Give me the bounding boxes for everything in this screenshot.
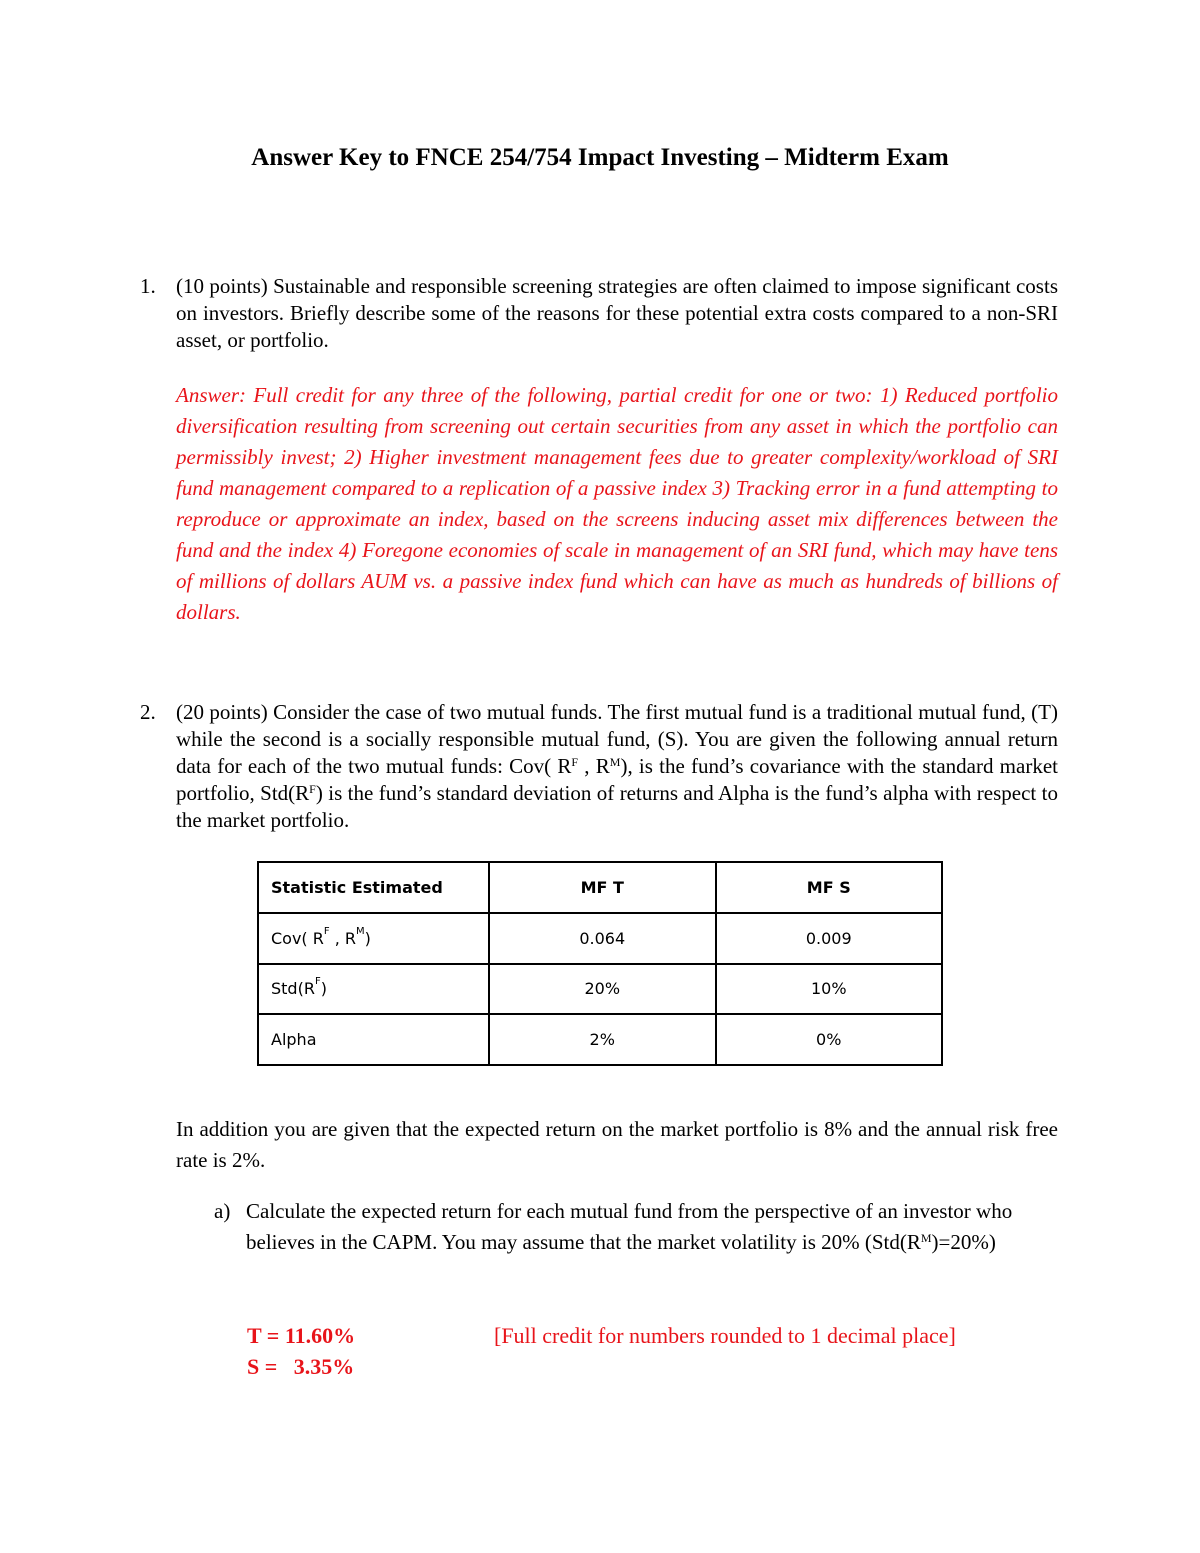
header-mf-s: MF S — [716, 862, 943, 913]
question-1-number: 1. — [140, 274, 156, 298]
result-s: S = 3.35% — [247, 1354, 355, 1379]
cov-sup-b: M — [356, 925, 365, 937]
q2-sup-f2: F — [309, 782, 316, 796]
part-a-label: a) — [214, 1199, 231, 1223]
table-header-row — [258, 862, 942, 913]
header-statistic: Statistic Estimated — [258, 862, 489, 913]
q2-text-part2: , R — [578, 754, 610, 778]
q2-text-part4: ) is the fund’s standard deviation of returns and Alpha is the fund’s alpha with respect to the market portfolio. — [176, 781, 1058, 832]
q2-text-part1: (20 points) Consider the case of two mutual funds. The first mutual fund is a traditional mutual fund, (T) while the second is a socially responsible mutual fund, (S). You are given the following annual return data for each of the two mutual funds: Cov( R — [176, 700, 1058, 778]
std-mf-s: 10% — [716, 964, 943, 1015]
header-mf-t: MF T — [489, 862, 716, 913]
question-2-text — [176, 699, 1058, 834]
cov-sup-a: F — [323, 925, 330, 937]
alpha-label: Alpha — [258, 1014, 489, 1065]
part-a-sup: M — [920, 1231, 932, 1245]
alpha-mf-t: 2% — [489, 1014, 716, 1065]
std-label-b: ) — [320, 979, 327, 999]
cov-label-b: , R — [329, 928, 357, 948]
result-note: [Full credit for numbers rounded to 1 decimal place] — [494, 1323, 956, 1348]
q2-text-part3: ), is the fund’s covariance with the standard market portfolio, Std(R — [176, 754, 1058, 805]
document-title: Answer Key to FNCE 254/754 Impact Investing – Midterm Exam — [251, 144, 949, 171]
result-t: T = 11.60% — [247, 1323, 356, 1348]
part-a-text — [246, 1196, 1046, 1258]
part-a-text-part2: )=20%) — [931, 1230, 996, 1254]
part-a-text-part1: Calculate the expected return for each mutual fund from the perspective of an investor who believes in the CAPM. You may assume that the market volatility is 20% (Std(R — [246, 1199, 1013, 1254]
statistics-table — [257, 861, 943, 1066]
cov-label-a: Cov( R — [271, 928, 324, 948]
question-2-number: 2. — [140, 700, 156, 724]
question-1-text: (10 points) Sustainable and responsible screening strategies are often claimed to impose significant costs on investors. Briefly describe some of the reasons for these potential extra costs compared to a non-SRI asset, or portfolio. — [176, 274, 1058, 352]
table-row-alpha — [258, 1014, 942, 1065]
cov-mf-s: 0.009 — [716, 913, 943, 964]
cov-mf-t: 0.064 — [489, 913, 716, 964]
std-label-a: Std(R — [271, 979, 315, 999]
q2-sup-m1: M — [609, 755, 621, 769]
table-row-cov — [258, 913, 942, 964]
table-row-std — [258, 964, 942, 1015]
additional-info: In addition you are given that the expected return on the market portfolio is 8% and the annual risk free rate is 2%. — [176, 1117, 1058, 1172]
alpha-mf-s: 0% — [716, 1014, 943, 1065]
q2-sup-f1: F — [571, 755, 579, 769]
question-1-answer: Answer: Full credit for any three of the following, partial credit for one or two: 1) Reduced portfolio diversification resulting from screening out certain securities from any asset in which the portfolio can permissibly invest; 2) Higher investment management fees due to greater complexity/workload of SRI fund management compared to a replication of a passive index 3) Tracking error in a fund attempting to reproduce or approximate an index, based on the screens inducing asset mix differences between the fund and the index 4) Foregone economies of scale in management of an SRI fund, which may have tens of millions of dollars AUM vs. a passive index fund which can have as much as hundreds of billions of dollars. — [176, 383, 1058, 624]
std-mf-t: 20% — [489, 964, 716, 1015]
std-label — [258, 964, 489, 1015]
cov-label-c: ) — [364, 928, 371, 948]
cov-label — [258, 913, 489, 964]
std-sup-a: F — [314, 976, 321, 988]
